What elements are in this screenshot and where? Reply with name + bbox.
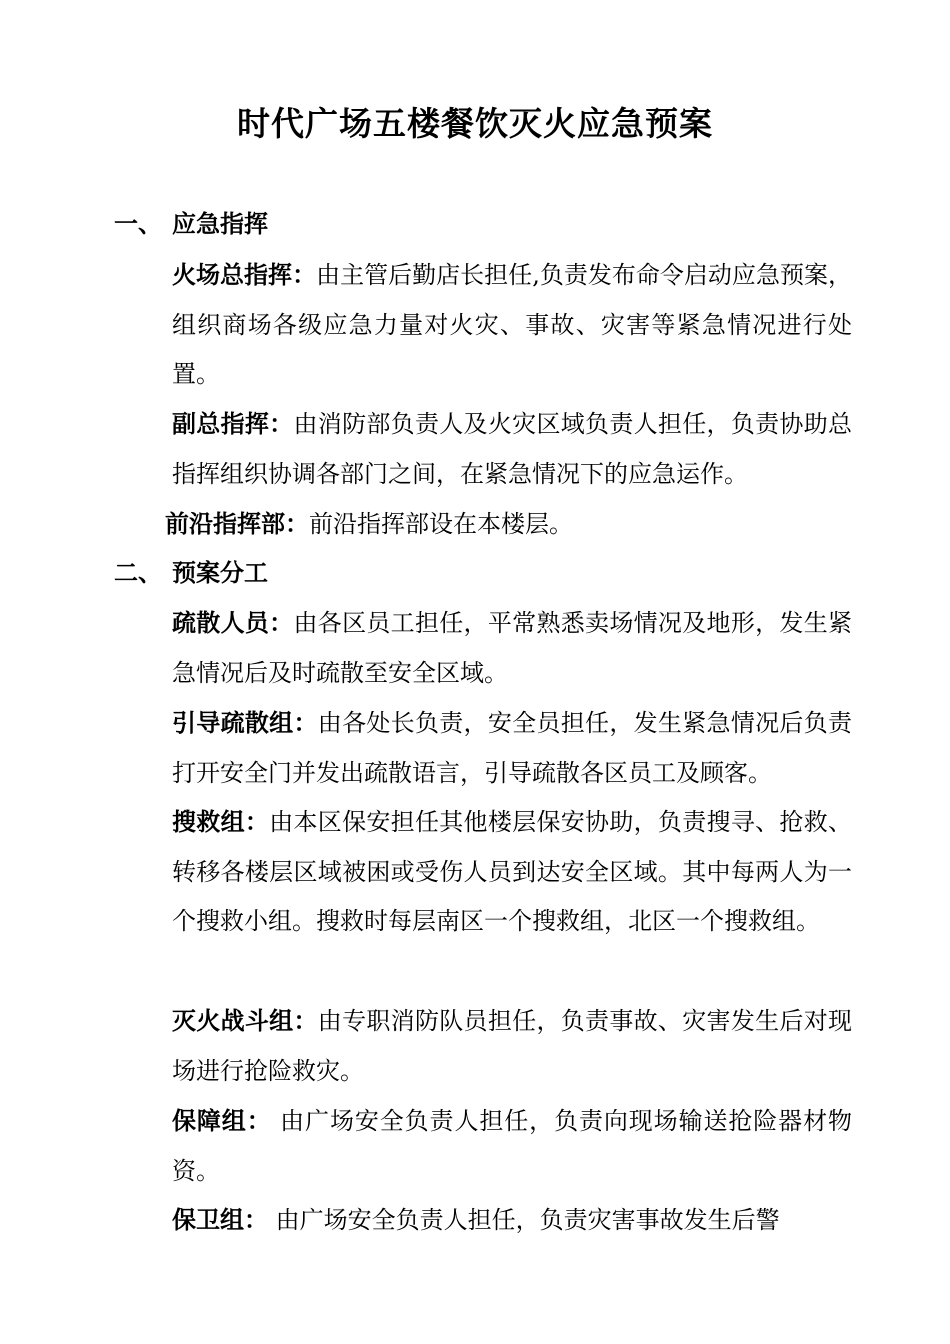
paragraph-text: 由专职消防队员担任，负责事故、灾害发生后对现场进行抢险救灾。 — [172, 1007, 853, 1085]
section-title: 预案分工 — [172, 558, 268, 587]
paragraph-text: 由本区保安担任其他楼层保安协助，负责搜寻、抢救、转移各楼层区域被困或受伤人员到达安全区域。其中每两人为一个搜救小组。搜救时每层南区一个搜救组，北区一个搜救组。 — [172, 808, 853, 936]
paragraph-label: 前沿指挥部： — [165, 509, 309, 538]
paragraph-fire-commander — [172, 250, 852, 400]
paragraph-label: 保卫组： — [172, 1205, 268, 1234]
section-heading-command — [114, 204, 268, 244]
paragraph-text: 由主管后勤店长担任,负责发布命令启动应急预案，组织商场各级应急力量对火灾、事故、灾害等紧急情况进行处置。 — [172, 261, 852, 389]
paragraph-label: 副总指挥： — [172, 409, 294, 438]
paragraph-label: 引导疏散组： — [172, 708, 318, 737]
paragraph-front-command — [165, 499, 845, 550]
paragraph-text: 前沿指挥部设在本楼层。 — [309, 510, 573, 538]
paragraph-label: 疏散人员： — [172, 608, 294, 637]
section-number: 一、 — [114, 209, 162, 238]
paragraph-label: 搜救组： — [172, 807, 270, 836]
paragraph-label: 保障组： — [172, 1106, 272, 1135]
document-title: 时代广场五楼餐饮灭火应急预案 — [237, 104, 713, 143]
paragraph-text: 由广场安全负责人担任，负责向现场输送抢险器材物资。 — [172, 1107, 852, 1185]
paragraph-text: 由广场安全负责人担任，负责灾害事故发生后警 — [268, 1206, 780, 1234]
section-number: 二、 — [114, 558, 162, 587]
paragraph-label: 灭火战斗组： — [172, 1006, 318, 1035]
paragraph-text: 由各区员工担任，平常熟悉卖场情况及地形，发生紧急情况后及时疏散至安全区域。 — [172, 609, 853, 687]
paragraph-deputy-commander — [172, 399, 852, 499]
paragraph-label: 火场总指挥： — [172, 260, 317, 289]
paragraph-text: 由各处长负责，安全员担任，发生紧急情况后负责打开安全门并发出疏散语言，引导疏散各区员工及顾客。 — [172, 709, 853, 787]
section-title: 应急指挥 — [172, 209, 268, 238]
paragraph-firefighting-group — [172, 996, 852, 1096]
paragraph-support-group — [172, 1096, 852, 1196]
section-heading-division — [114, 553, 268, 593]
paragraph-evacuation-guide-group — [172, 698, 852, 798]
paragraph-rescue-group — [172, 797, 852, 947]
paragraph-text: 由消防部负责人及火灾区域负责人担任，负责协助总指挥组织协调各部门之间，在紧急情况下的应急运作。 — [172, 410, 853, 488]
paragraph-evacuation-staff — [172, 598, 852, 698]
paragraph-security-group — [172, 1195, 852, 1246]
